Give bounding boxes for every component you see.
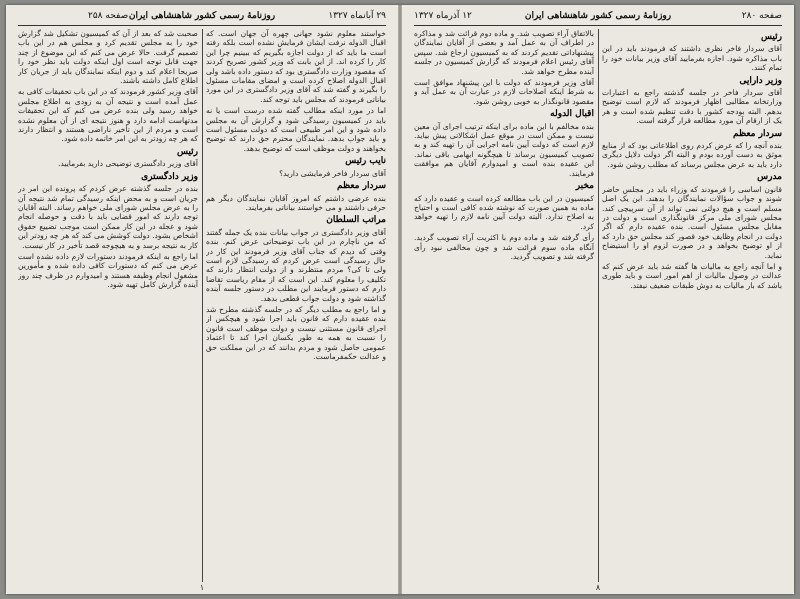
left-page xyxy=(6,5,398,594)
speaker-heading: اقبال الدوله xyxy=(550,109,594,120)
paragraph: بنده آنچه را که عرض کردم روی اطلاعاتی بود که از منابع موثق به دست آورده بودم و البته اگر دولت دلایل دیگری دارد باید به عرض مجلس برساند که مطلب روشن شود. xyxy=(602,141,782,169)
paragraph: آقای سردار فاخر نظری داشتند که فرمودند باید در این باب مذاکره شود. اجازه بفرمایید آقای وزیر بیانات خود را تمام کنند. xyxy=(602,44,782,73)
paragraph: بالاتفاق آراء تصویب شد. و ماده دوم قرائت شد و مذاکره در اطراف آن به عمل آمد و بعضی از آقایان نمایندگان پیشنهاداتی تقدیم کردند که به کمیسیون ارجاع شد. سپس آقای رئیس اعلام فرمودند که گزارش کمیسیون در جلسه آینده مطرح خواهد شد. xyxy=(414,29,594,76)
paragraph: اما راجع به اینکه فرمودند دستورات لازم داده نشده است عرض می کنم که دستورات کافی داده شده و مأمورین مشغول انجام وظیفه هستند و امیدوارم در ظرف چند روز آینده گزارش کامل تهیه شود. xyxy=(18,251,198,290)
right-header-page-label: صفحه ۲۸۰ xyxy=(741,11,782,21)
right-header-title: روزنامهٔ رسمی کشور شاهنشاهی ایران xyxy=(524,11,672,21)
left-page-column-left xyxy=(18,29,198,582)
paragraph: بنده عرضی داشتم که امروز آقایان نمایندگان دیگر هم حرفی داشتند و می خواستند بیاناتی بفرمایند. xyxy=(206,193,386,212)
paragraph: آقای وزیر فرمودند که دولت با این پیشنهاد موافق است به شرط اینکه اصلاحات لازم در عبارت آن به عمل آید و مقصود قانونگذار به خوبی روشن شود. xyxy=(414,78,594,106)
column-divider xyxy=(202,29,203,582)
right-page-column-right xyxy=(602,29,782,582)
paragraph: و اما راجع به مطلب دیگر که در جلسه گذشته مطرح شد بنده عقیده دارم که قانون باید اجرا شود و هیچکس از اجرای قانون مستثنی نیست و دولت موظف است قانون را نسبت به همه به طور یکسان اجرا کند تا اعتماد عمومی حاصل شود و مردم بدانند که در این مملکت حق و عدالت حکمفرماست. xyxy=(206,304,386,361)
speaker-heading: نایب رئیس xyxy=(345,156,386,167)
paragraph: آقای وزیر کشور فرمودند که در این باب تحقیقات کافی به عمل آمده است و نتیجه آن به زودی به اطلاع مجلس خواهد رسید ولی بنده عرض می کنم که این تحقیقات مدتهاست ادامه دارد و هنوز نتیجه ای از آن معلوم نشده است و مردم از این تأخیر ناراضی هستند و انتظار دارند که هر چه زودتر به این امر خاتمه داده شود. xyxy=(18,87,198,144)
right-page xyxy=(402,5,794,594)
left-page-header xyxy=(18,11,386,26)
right-page-column-left xyxy=(414,29,594,582)
paragraph: خواستند معلوم نشود جهانی چهره آن جهان است. که اقبال الدوله نرفت ایشان فرمایش نشده است بلکه رفته است ما باید که از دولت اجازه بگیریم که ببینیم چرا این کار را کرده اند. از این بابت که وزیر کشور تصریح کردند که مقصود وزارت دادگستری بود که دستور داده باشد ولی اقبال الدوله اصلاح کرده است و امضای مقامات مسئول را بگیرند و گفته شد که آقای وزیر دادگستری در این مورد بیاناتی فرمودند که مجلس باید توجه کند. xyxy=(206,29,386,104)
paragraph: رأی گرفته شد و ماده دوم با اکثریت آراء تصویب گردید. آنگاه ماده سوم قرائت شد و چون مخالفی نبود رأی گرفته شد و تصویب گردید. xyxy=(414,233,594,261)
left-page-column-right xyxy=(206,29,386,582)
right-page-header xyxy=(414,11,782,26)
speaker-heading: رئیس xyxy=(176,146,198,157)
column-divider xyxy=(598,29,599,582)
speaker-heading: سردار معظم xyxy=(732,128,782,139)
speaker-heading: رئیس xyxy=(760,32,782,42)
speaker-heading: وزیر دادگستری xyxy=(141,171,198,182)
paragraph: بنده مخالفم با این ماده برای اینکه ترتیب اجرای آن معین نیست و ممکن است در موقع عمل اشکالاتی پیش بیاید. لازم است که دولت آیین نامه اجرایی آن را تهیه کند و به تصویب کمیسیون برساند تا هیچگونه ابهامی باقی نماند. این عقیده بنده است و امیدوارم آقایان هم موافقت فرمایند. xyxy=(414,121,594,178)
right-page-number: ۸ xyxy=(595,583,601,592)
left-page-number: ۱ xyxy=(199,583,205,592)
paragraph: صحبت شد که بعد از آن که کمیسیون تشکیل شد گزارش خود را به مجلس تقدیم کرد و مجلس هم در این باب تصمیم گرفت. حالا عرض می کنم که این موضوع از چند جهت قابل توجه است اول اینکه دولت باید نظر خود را صریحا اعلام کند و دوم اینکه نمایندگان باید از جریان کار اطلاع کامل داشته باشند. xyxy=(18,29,198,86)
speaker-heading: مخبر xyxy=(575,181,594,192)
right-header-date: ۱۲ آذرماه ۱۳۲۷ xyxy=(414,11,472,21)
paragraph: آقای وزیر دادگستری در جواب بیانات بنده یک جمله گفتند که من ناچارم در این باب توضیحاتی عرض کنم. بنده وقتی که دیدم که جناب آقای وزیر فرمودند این کار در حال رسیدگی است عرض کردم که رسیدگی لازم است ولی تا کی؟ مردم منتظرند و از دولت انتظار دارند که تکلیف را معلوم کند. این است که از مقام ریاست تقاضا دارم که دستور فرمایند این مطلب در دستور جلسه آینده گذاشته شود و دولت جواب قطعی بدهد. xyxy=(206,227,386,303)
paragraph: کمیسیون در این باب مطالعه کرده است و عقیده دارد که ماده به همین صورت که نوشته شده کافی است و احتیاج به اصلاح ندارد. البته دولت آیین نامه لازم را تهیه خواهد کرد. xyxy=(414,193,594,231)
paragraph: و اما آنچه راجع به مالیات ها گفته شد باید عرض کنم که عدالت در وصول مالیات از اهم امور است و باید طوری باشد که بار مالیات به دوش طبقات ضعیف نیفتد. xyxy=(602,261,782,290)
left-header-title: روزنامهٔ رسمی کشور شاهنشاهی ایران xyxy=(128,11,276,21)
newspaper-spread xyxy=(6,5,794,594)
paragraph: آقای سردار فاخر در جلسه گذشته راجع به اعتبارات وزارتخانه مطالبی اظهار فرمودند که لازم است توضیح بدهم. البته بودجه کشور با دقت تنظیم شده است و هر یک از ارقام آن مورد مطالعه قرار گرفته است. xyxy=(602,88,782,126)
paragraph: بنده در جلسه گذشته عرض کردم که پرونده این امر در جریان است و به محض اینکه رسیدگی تمام شد نتیجه آن را به عرض مجلس شورای ملی خواهم رساند. البته آقایان توجه دارند که امور قضایی باید با دقت و حوصله انجام شود و عجله در این کار ممکن است موجب تضییع حقوق اشخاص بشود. دولت کوشش می کند که هر چه زودتر این کار به نتیجه برسد و به هیچوجه قصد تأخیر در کار نیست. xyxy=(18,184,198,250)
paragraph: اما در مورد اینکه مطالب گفته شده درست است یا نه باید در کمیسیون رسیدگی شود و گزارش آن به مجلس داده شود و این امر طبیعی است که دولت مسئول است و باید جواب بدهد. نمایندگان محترم حق دارند که توضیح بخواهند و دولت موظف است که توضیح بدهد. xyxy=(206,106,386,153)
paragraph: قانون اساسی را فرمودند که وزراء باید در مجلس حاضر شوند و جواب سؤالات نمایندگان را بدهند. این یک اصل مسلم است و هیچ دولتی نمی تواند از آن سرپیچی کند. مجلس شورای ملی مرکز قانونگذاری است و دولت در مقابل مجلس مسئول است. بنده عقیده دارم که اگر دولت در انجام وظایف خود قصور کند مجلس حق دارد که از او توضیح بخواهد و در صورت لزوم او را استیضاح نماید. xyxy=(602,184,782,260)
left-header-date: ۲۹ آبانماه ۱۳۲۷ xyxy=(328,11,386,21)
paragraph: آقای وزیر دادگستری توضیحی دارید بفرمایید. xyxy=(58,159,198,169)
speaker-heading: مدرس xyxy=(757,172,782,183)
speaker-heading: وزیر دارایی xyxy=(739,75,782,86)
left-header-page-label: صفحه ۲۵۸ xyxy=(88,11,129,21)
speaker-heading: سردار معظم xyxy=(336,181,386,192)
speaker-heading: مراتب السلطان xyxy=(326,215,386,226)
paragraph: آقای سردار فاخر فرمایشی دارید؟ xyxy=(279,168,386,178)
